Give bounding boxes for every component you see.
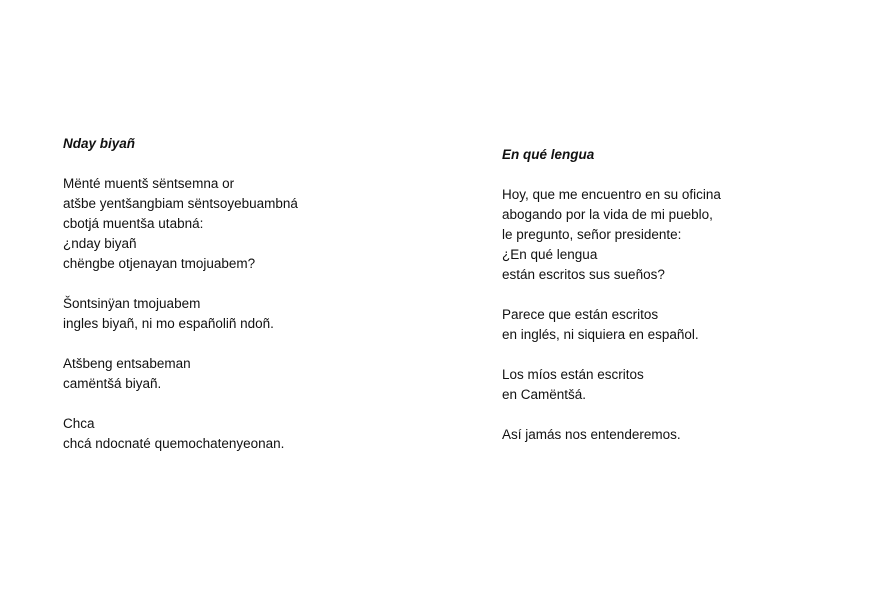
- blank-line: [63, 394, 298, 414]
- poem-line: Hoy, que me encuentro en su oficina: [502, 187, 721, 202]
- poem-line: Así jamás nos entenderemos.: [502, 427, 681, 442]
- poem-line: Mënté muentš sëntsemna or: [63, 176, 235, 191]
- poem-line: Atšbeng entsabeman: [63, 356, 191, 371]
- poem-spanish: [502, 145, 721, 445]
- poem-line: en inglés, ni siquiera en español.: [502, 327, 699, 342]
- poem-line: Šontsinÿan tmojuabem: [63, 296, 201, 311]
- poem-line: en Camëntšá.: [502, 387, 587, 402]
- poem-line: Chca: [63, 416, 95, 431]
- poem-title: Nday biyañ: [63, 136, 136, 151]
- blank-line: [63, 334, 298, 354]
- poem-line: Parece que están escritos: [502, 307, 659, 322]
- poem-line: Los míos están escritos: [502, 367, 644, 382]
- poem-line: abogando por la vida de mi pueblo,: [502, 207, 713, 222]
- poem-line: ¿En qué lengua: [502, 247, 598, 262]
- poem-title: En qué lengua: [502, 147, 595, 162]
- poem-line: camëntšá biyañ.: [63, 376, 162, 391]
- poem-line: chcá ndocnaté quemochatenyeonan.: [63, 436, 285, 451]
- poem-camentsa: [63, 134, 298, 454]
- blank-line: [502, 405, 721, 425]
- blank-line: [63, 154, 298, 174]
- poem-line: chëngbe otjenayan tmojuabem?: [63, 256, 256, 271]
- blank-line: [502, 165, 721, 185]
- blank-line: [502, 345, 721, 365]
- poem-line: ingles biyañ, ni mo españoliñ ndoñ.: [63, 316, 274, 331]
- poem-line: ¿nday biyañ: [63, 236, 137, 251]
- poem-line: le pregunto, señor presidente:: [502, 227, 682, 242]
- poem-line: cbotjá muentša utabná:: [63, 216, 204, 231]
- poem-line: atšbe yentšangbiam sëntsoyebuambná: [63, 196, 298, 211]
- blank-line: [502, 285, 721, 305]
- blank-line: [63, 274, 298, 294]
- poem-line: están escritos sus sueños?: [502, 267, 665, 282]
